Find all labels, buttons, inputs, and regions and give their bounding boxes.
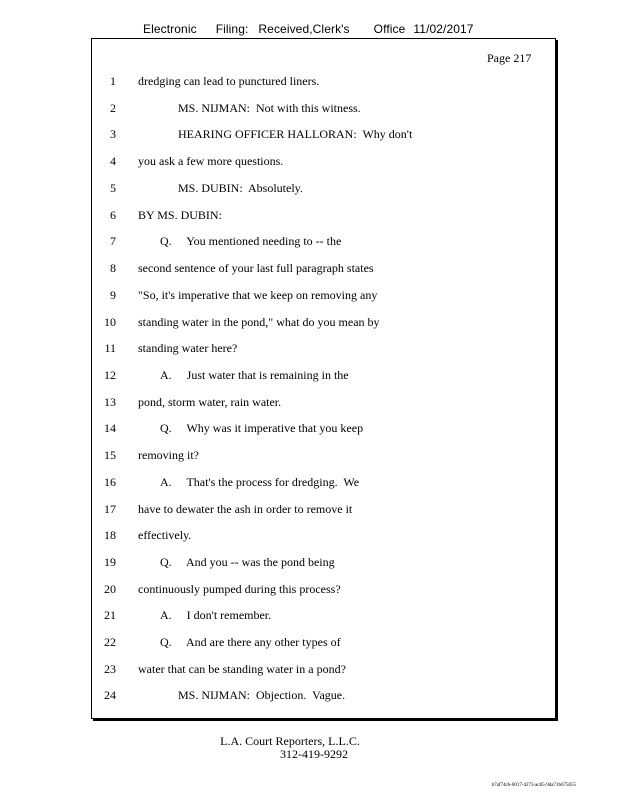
document-id: b7af74cb-0017-4273-ac85-9da71b675055 — [491, 783, 576, 788]
transcript-line: MS. NIJMAN: Not with this witness. — [178, 101, 361, 115]
line-number: 24 — [104, 688, 116, 702]
transcript-line: Q. And are there any other types of — [160, 635, 341, 649]
line-number: 9 — [110, 288, 116, 302]
transcript-line: standing water in the pond," what do you mean by — [138, 315, 380, 329]
transcript-line: A. Just water that is remaining in the — [160, 368, 349, 382]
line-number: 5 — [110, 181, 116, 195]
transcript-line: Q. You mentioned needing to -- the — [160, 234, 342, 248]
line-number: 7 — [110, 234, 116, 248]
line-number: 21 — [104, 608, 116, 622]
line-number: 17 — [104, 502, 116, 516]
filing-header-received: Received,Clerk's — [258, 22, 350, 36]
transcript-line: Q. And you -- was the pond being — [160, 555, 335, 569]
transcript-line: effectively. — [138, 528, 192, 542]
transcript-line: you ask a few more questions. — [138, 154, 284, 168]
footer-company: L.A. Court Reporters, L.L.C. — [220, 734, 360, 748]
transcript-line: MS. DUBIN: Absolutely. — [178, 181, 303, 195]
transcript-line: MS. NIJMAN: Objection. Vague. — [178, 688, 346, 702]
transcript-line: pond, storm water, rain water. — [138, 395, 282, 409]
line-number: 4 — [110, 154, 116, 168]
line-number: 12 — [104, 368, 116, 382]
line-number: 14 — [104, 421, 116, 435]
transcript-line: have to dewater the ash in order to remove it — [138, 502, 353, 516]
line-number: 2 — [110, 101, 116, 115]
line-number: 23 — [104, 662, 116, 676]
transcript-line: BY MS. DUBIN: — [138, 208, 222, 222]
filing-header-office: Office — [373, 22, 406, 36]
filing-header-filing: Filing: — [215, 22, 249, 36]
page-number: Page 217 — [487, 51, 532, 65]
footer-phone: 312-419-9292 — [280, 747, 348, 761]
line-number: 1 — [110, 74, 116, 88]
line-number: 3 — [110, 127, 116, 141]
line-number: 19 — [104, 555, 116, 569]
line-number: 10 — [104, 315, 116, 329]
filing-header-electronic: Electronic — [143, 22, 197, 36]
transcript-line: HEARING OFFICER HALLORAN: Why don't — [178, 127, 413, 141]
line-number: 20 — [104, 582, 116, 596]
transcript-line: continuously pumped during this process? — [138, 582, 341, 596]
transcript-line: standing water here? — [138, 341, 238, 355]
line-number: 16 — [104, 475, 116, 489]
transcript-line: dredging can lead to punctured liners. — [138, 74, 320, 88]
line-number: 22 — [104, 635, 116, 649]
line-number: 13 — [104, 395, 116, 409]
line-number: 6 — [110, 208, 116, 222]
filing-header — [143, 22, 474, 36]
transcript-line: A. I don't remember. — [160, 608, 272, 622]
transcript-line: removing it? — [138, 448, 199, 462]
filing-header-date: 11/02/2017 — [413, 22, 474, 36]
line-number: 8 — [110, 261, 116, 275]
transcript-line: A. That's the process for dredging. We — [160, 475, 360, 489]
transcript-line: Q. Why was it imperative that you keep — [160, 421, 364, 435]
transcript-line: "So, it's imperative that we keep on removing any — [138, 288, 378, 302]
line-number: 11 — [104, 341, 116, 355]
line-number: 18 — [104, 528, 116, 542]
transcript-line: second sentence of your last full paragraph states — [138, 261, 374, 275]
transcript-line: water that can be standing water in a pond? — [138, 662, 346, 676]
line-number: 15 — [104, 448, 116, 462]
